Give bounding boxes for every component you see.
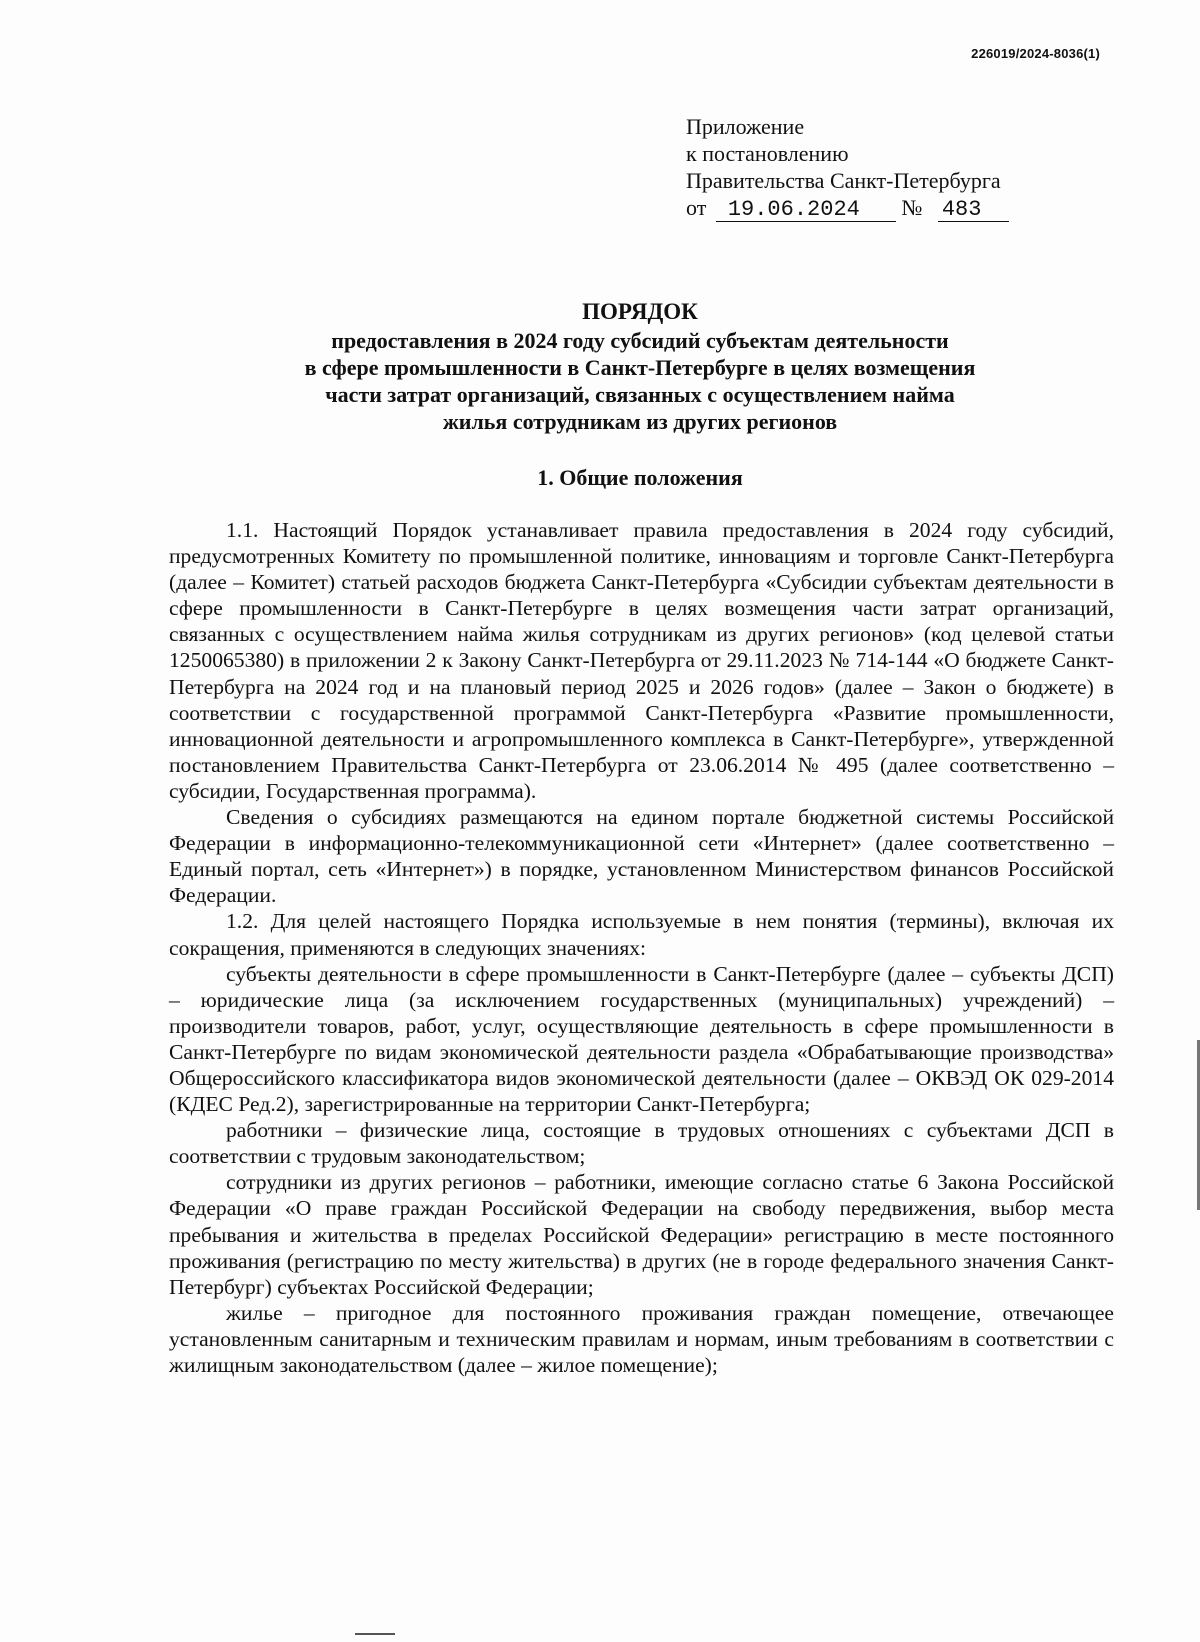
paragraph-1-2: 1.2. Для целей настоящего Порядка используемые в нем понятия (термины), включая их сокращения, применяются в следующих значениях: (169, 909, 1114, 960)
title-main: ПОРЯДОК (582, 299, 698, 324)
approval-block (686, 113, 1009, 222)
document-registration-code: 226019/2024-8036(1) (971, 46, 1100, 61)
approval-line-2: к постановлению (686, 141, 849, 166)
paragraph-def-subjects: субъекты деятельности в сфере промышленности в Санкт-Петербурге (далее – субъекты ДСП) – юридические лица (за исключением государственных (муниципальных) учреждений) – производители товаров, работ, услуг, осуществляющие деятельность в сфере промышленности в Санкт-Петербурге по видам экономической деятельности раздела «Обрабатывающие производства» Общероссийского классификатора видов экономической деятельности (далее – ОКВЭД ОК 029-2014 (КДЕС Ред.2), зарегистрированные на территории Санкт-Петербурга; (169, 961, 1114, 1117)
paragraph-1-1: 1.1. Настоящий Порядок устанавливает правила предоставления в 2024 году субсидий, предусмотренных Комитету по промышленной политике, инновациям и торговле Санкт-Петербурга (далее – Комитет) статьей расходов бюджета Санкт-Петербурга «Субсидии субъектам деятельности в сфере промышленности в Санкт-Петербурге в целях возмещения части затрат организаций, связанных с осуществлением найма жилья сотрудникам из других регионов» (код целевой статьи 1250065380) в приложении 2 к Закону Санкт-Петербурга от 29.11.2023 № 714-144 «О бюджете Санкт-Петербурга на 2024 год и на плановый период 2025 и 2026 годов» (далее – Закон о бюджете) в соответствии с государственной программой Санкт-Петербурга «Развитие промышленности, инновационной деятельности и агропромышленного комплекса в Санкт-Петербурге», утвержденной постановлением Правительства Санкт-Петербурга от 23.06.2014 № 495 (далее соответственно – субсидии, Государственная программа). (169, 518, 1114, 803)
approval-line-1: Приложение (686, 114, 805, 139)
approval-number: 483 (938, 199, 1010, 222)
approval-date-line (686, 194, 1009, 222)
approval-line-3: Правительства Санкт-Петербурга (686, 168, 1001, 193)
scan-artifact-line (355, 1633, 395, 1635)
approval-from-label: от (686, 195, 707, 220)
title-line-1: предоставления в 2024 году субсидий субъектам деятельности (331, 328, 949, 353)
document-body (169, 517, 1114, 1378)
title-line-4: жилья сотрудникам из других регионов (442, 409, 838, 434)
paragraph-portal-info: Сведения о субсидиях размещаются на едином портале бюджетной системы Российской Федерации в информационно-телекоммуникационной сети «Интернет» (далее соответственно – Единый портал, сеть «Интернет») в порядке, установленном Министерством финансов Российской Федерации. (169, 805, 1114, 908)
title-line-3: части затрат организаций, связанных с осуществлением найма (325, 382, 955, 407)
section-heading: 1. Общие положения (537, 465, 743, 490)
paragraph-def-housing: жилье – пригодное для постоянного проживания граждан помещение, отвечающее установленным санитарным и техническим правилам и нормам, иным требованиям в соответствии с жилищным законодательством (далее – жилое помещение); (169, 1300, 1114, 1377)
approval-number-label: № (901, 195, 923, 220)
paragraph-def-regional-staff: сотрудники из других регионов – работники, имеющие согласно статье 6 Закона Российской Федерации «О праве граждан Российской Федерации на свободу передвижения, выбор места пребывания и жительства в пределах Российской Федерации» регистрацию в месте постоянного проживания (регистрацию по месту жительства) в других (не в городе федерального значения Санкт-Петербург) субъектах Российской Федерации; (169, 1170, 1114, 1299)
title-line-2: в сфере промышленности в Санкт-Петербурге в целях возмещения (304, 355, 976, 380)
approval-date: 19.06.2024 (716, 199, 896, 222)
paragraph-def-workers: работники – физические лица, состоящие в трудовых отношениях с субъектами ДСП в соответствии с трудовым законодательством; (169, 1118, 1114, 1169)
document-title (160, 298, 1120, 435)
